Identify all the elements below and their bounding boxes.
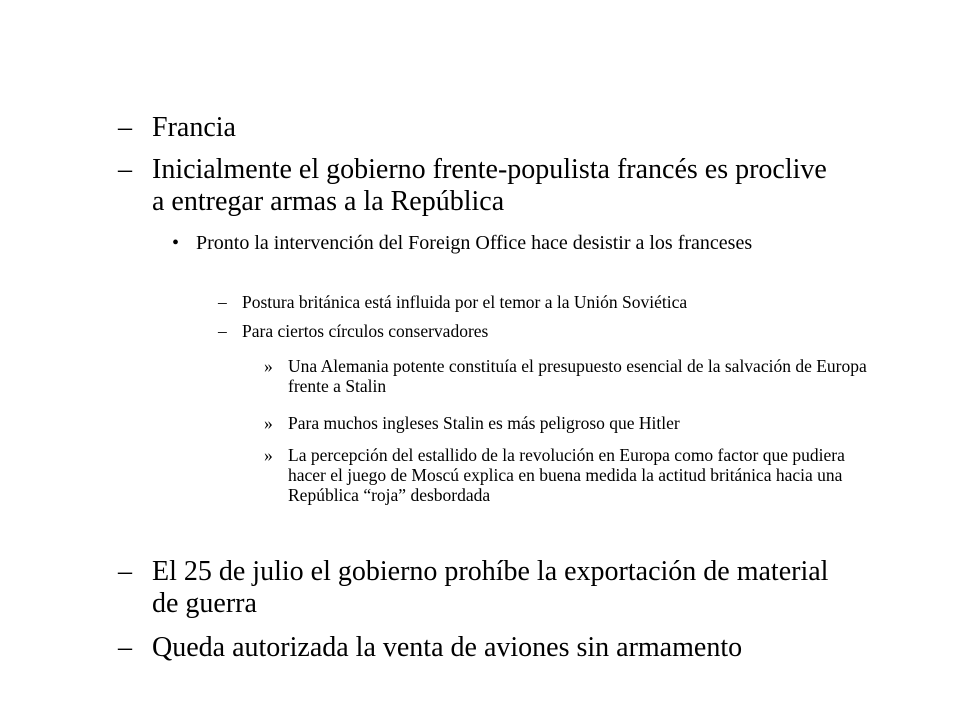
dash-marker: – (118, 632, 132, 663)
bullet-text: Pronto la intervención del Foreign Office hace desistir a los franceses (196, 232, 753, 254)
chevron-marker: » (264, 445, 273, 465)
bullet-percepcion-revolucion (264, 445, 874, 505)
bullet-text: Inicialmente el gobierno frente-populista francés es proclive a entregar armas a la República (152, 154, 827, 217)
dash-marker: – (118, 112, 132, 143)
bullet-text: El 25 de julio el gobierno prohíbe la exportación de material de guerra (152, 556, 829, 619)
bullet-foreign-office (172, 232, 842, 255)
bullet-text: Una Alemania potente constituía el presupuesto esencial de la salvación de Europa frente a Stalin (288, 356, 867, 396)
dash-marker: – (218, 292, 227, 312)
bullet-francia (118, 112, 838, 144)
bullet-circulos-conservadores (218, 321, 858, 341)
bullet-text: Postura británica está influida por el temor a la Unión Soviética (242, 292, 688, 312)
dash-marker: – (118, 556, 132, 587)
bullet-ingleses-stalin (264, 413, 874, 433)
bullet-postura-britanica (218, 292, 858, 312)
bullet-alemania-potente (264, 356, 874, 396)
bullet-text: Para muchos ingleses Stalin es más peligroso que Hitler (288, 413, 680, 433)
bullet-25-julio (118, 556, 838, 620)
dash-marker: – (118, 154, 132, 185)
bullet-text: La percepción del estallido de la revolución en Europa como factor que pudiera hacer el juego de Moscú explica en buena medida la actitud británica hacia una República “roja” desbordada (288, 445, 845, 505)
bullet-marker: • (172, 232, 180, 254)
chevron-marker: » (264, 356, 273, 376)
bullet-gobierno-frente-populista (118, 154, 838, 218)
bullet-text: Queda autorizada la venta de aviones sin armamento (152, 632, 743, 663)
bullet-text: Francia (152, 112, 236, 143)
bullet-text: Para ciertos círculos conservadores (242, 321, 489, 341)
chevron-marker: » (264, 413, 273, 433)
dash-marker: – (218, 321, 227, 341)
bullet-venta-aviones (118, 632, 838, 664)
